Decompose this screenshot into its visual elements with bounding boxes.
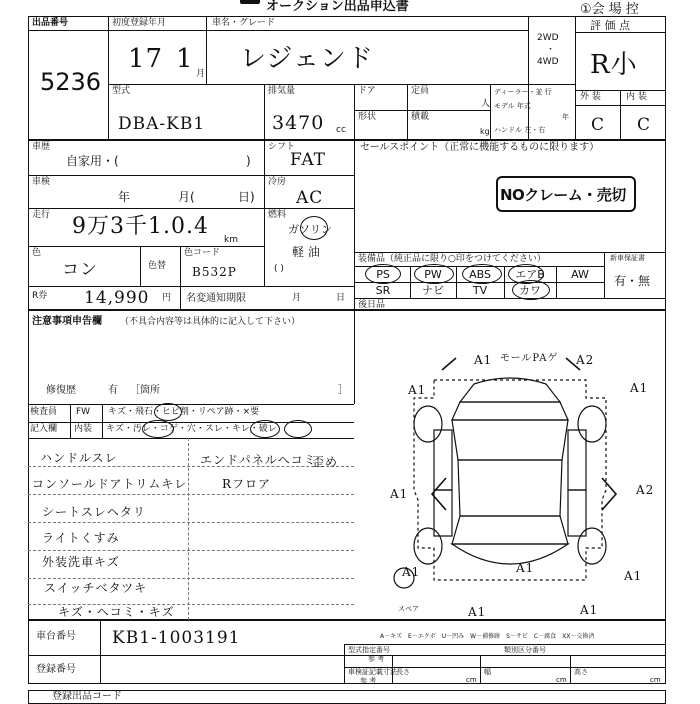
model-year-unit: 年 xyxy=(562,113,569,121)
recycle-label: R券 xyxy=(32,291,48,301)
ac-value: AC xyxy=(296,188,324,208)
grade-value: R小 xyxy=(590,50,638,80)
dmg-a2-top: A2 xyxy=(576,353,595,367)
capacity-label: 定員 xyxy=(411,86,430,96)
equip-tv: TV xyxy=(472,284,488,297)
dmg-a1-bottom-right: A1 xyxy=(580,603,599,617)
inspection-label: 車検 xyxy=(32,177,51,187)
warranty-value: 有・無 xyxy=(614,274,651,288)
note-5: 外装洗車キズ xyxy=(42,555,120,569)
sales-point-label: セールスポイント（正常に機能するものに限ります） xyxy=(360,142,600,153)
mileage-value: 9万3千1.0.4 xyxy=(72,214,209,239)
repair-place: ［箇所 xyxy=(130,385,160,396)
molding-label: モールPAゲ xyxy=(500,353,559,364)
equip-pw-circle xyxy=(414,264,454,284)
load-label: 積載 xyxy=(411,112,430,122)
inspection-year: 年 xyxy=(118,190,131,204)
width-label: 幅 xyxy=(484,668,491,676)
spare-label: スペア xyxy=(398,605,419,613)
exterior-label: 外 装 xyxy=(580,92,601,102)
name-label: 車名・グレード xyxy=(212,18,276,28)
equip-navi: ナビ xyxy=(422,284,444,297)
color-label: 色 xyxy=(32,248,42,258)
note-3: シートスレヘタリ xyxy=(42,505,146,519)
fuel-paren: ( ) xyxy=(274,264,284,274)
note-2: コンソールドアトリムキレ xyxy=(32,477,188,491)
disp-label: 排気量 xyxy=(268,86,296,96)
length-unit: cm xyxy=(466,676,477,684)
dmg-a1-trunk: A1 xyxy=(516,561,535,575)
dmg-a1-left-mid: A1 xyxy=(390,487,409,501)
dealer-label: ディーラー・並 行 xyxy=(494,88,552,96)
model-year-label: モデル 年式 xyxy=(494,102,531,110)
grade-label: 評 価 点 xyxy=(590,19,630,32)
wear-circle xyxy=(250,420,280,438)
inspection-month: 月( xyxy=(178,190,195,204)
inspector-fw-items: キズ・飛石・ヒビ割・リペア跡・×要 xyxy=(108,407,260,417)
capacity-unit: 人 xyxy=(481,99,491,109)
model-label: 型式 xyxy=(112,86,131,96)
lot-value: 5236 xyxy=(40,68,102,96)
fuel-diesel: 軽 油 xyxy=(292,245,320,259)
note-right-1-tail: 歪め xyxy=(312,455,339,469)
tear-circle xyxy=(284,420,312,438)
interior-value: C xyxy=(637,115,652,135)
history-label: 車歴 xyxy=(32,142,51,152)
header-logo xyxy=(240,0,260,4)
shape-label: 形状 xyxy=(358,112,377,122)
inspector-int-items: キズ・汚レ・コゲ・穴・スレ・キレ・破レ xyxy=(106,424,277,434)
door-label: ドア xyxy=(358,86,376,96)
footer-code-label: 登録出品コード xyxy=(52,691,122,702)
width-unit: cm xyxy=(556,676,567,684)
drive-2wd: 2WD xyxy=(537,33,559,43)
first-reg-month: 1 xyxy=(176,44,194,74)
deadline-day: 日 xyxy=(336,293,346,303)
recycle-unit: 円 xyxy=(162,293,172,303)
repair-close: ］ xyxy=(338,385,348,396)
lot-label: 出品番号 xyxy=(32,18,69,28)
header-title: オークション出品申込書 xyxy=(266,0,409,14)
note-1: ハンドルスレ xyxy=(40,451,118,465)
dmg-a1-bottom-left: A1 xyxy=(468,605,487,619)
exterior-value: C xyxy=(591,115,606,135)
dmg-a1-left-front: A1 xyxy=(408,383,427,397)
month-unit: 月 xyxy=(196,69,206,79)
interior-label: 内 装 xyxy=(626,92,647,102)
note-right-1: エンドパネルへコミ xyxy=(200,453,317,467)
inspector-interior: 内装 xyxy=(74,424,93,434)
equip-abs: ABS xyxy=(469,268,491,281)
length-label: 長さ xyxy=(396,668,410,676)
note-6: スイッチベタツキ xyxy=(44,581,148,595)
height-label: 高さ xyxy=(574,668,588,676)
color-change-label: 色替 xyxy=(148,261,167,271)
mileage-unit: km xyxy=(224,235,238,245)
notes-sub: （不具合内容等は具体的に記入して下さい） xyxy=(120,317,301,327)
notes-label: 注意事項申告欄 xyxy=(32,316,102,327)
dmg-a2-right: A2 xyxy=(636,483,655,497)
dirt-circle xyxy=(142,420,174,438)
venue-label: ①会 場 控 xyxy=(580,2,639,17)
deadline-month: 月 xyxy=(292,293,302,303)
equip-sr: SR xyxy=(375,284,391,297)
repair-label: 修復歴 xyxy=(46,385,76,396)
fuel-label: 燃料 xyxy=(268,210,287,220)
rear-seat-label: 後日品 xyxy=(358,300,386,310)
note-right-2: Rフロア xyxy=(222,477,272,491)
note-4: ライトくすみ xyxy=(42,531,120,545)
equip-ps-circle xyxy=(365,264,401,284)
warranty-label: 新車保証書 xyxy=(610,254,645,262)
inspector-label-2: 記入欄 xyxy=(30,424,58,434)
note-7: キズ・ヘコミ・キズ xyxy=(58,605,175,619)
equip-airbag: エアB xyxy=(515,268,545,281)
cert-label: 車検証記載寸法 xyxy=(348,668,397,676)
gasoline-circle xyxy=(300,216,328,240)
color-value: コン xyxy=(62,260,98,280)
inspector-label-1: 検査員 xyxy=(30,407,58,417)
history-close: ) xyxy=(246,154,251,168)
drive-4wd: 4WD xyxy=(537,57,559,67)
footer-frame xyxy=(28,690,666,704)
first-reg-year: 17 xyxy=(128,44,164,74)
damage-legend: A－キズ E－エクボ U－凹み W－補修跡 S－サビ C－腐食 XX－交換済 xyxy=(380,633,595,640)
shift-value: FAT xyxy=(290,150,327,170)
dmg-a1-right-rear: A1 xyxy=(624,569,643,583)
cert-ref: 参 考 xyxy=(360,677,377,685)
equip-pw: PW xyxy=(424,268,442,281)
fuel-gasoline: ガソリン xyxy=(288,223,332,236)
class-number-label: 類別区分番号 xyxy=(504,646,546,654)
color-code-label: 色コード xyxy=(184,248,221,258)
shift-label: シフト xyxy=(268,142,296,152)
ac-label: 冷房 xyxy=(268,177,287,187)
equip-abs-circle xyxy=(462,264,502,284)
recycle-value: 14,990 xyxy=(84,288,150,308)
name-value: レジェンド xyxy=(240,44,374,74)
disp-unit: cc xyxy=(336,125,346,135)
inspection-day: 日) xyxy=(238,190,255,204)
dmg-a1-top-left: A1 xyxy=(474,353,493,367)
no-claim-stamp-text: NOクレーム・売切 xyxy=(500,186,626,204)
model-value: DBA-KB1 xyxy=(118,114,206,134)
equip-aw: AW xyxy=(571,268,589,281)
color-code-value: B532P xyxy=(192,265,237,279)
equipment-label: 装備品（純正品に限り○印をつけてください） xyxy=(358,254,546,264)
repair-yes: 有 xyxy=(108,385,118,396)
inspector-fw: FW xyxy=(76,407,91,417)
registration-label: 登録番号 xyxy=(36,664,76,675)
chassis-label: 車台番号 xyxy=(36,631,76,642)
type-number-ref: 参 考 xyxy=(368,655,385,663)
equip-ps: PS xyxy=(376,268,390,281)
mileage-label: 走行 xyxy=(32,210,51,220)
history-value: 自家用・( xyxy=(66,154,119,168)
dmg-a1-right-front: A1 xyxy=(630,381,649,395)
disp-value: 3470 xyxy=(272,112,325,134)
load-unit: kg xyxy=(480,127,490,136)
type-number-label: 型式指定番号 xyxy=(348,646,390,654)
deadline-label: 名変通知期限 xyxy=(186,293,246,304)
height-unit: cm xyxy=(650,676,661,684)
handle-label: ハンドル 左・右 xyxy=(494,126,546,134)
drive-dot: ・ xyxy=(546,45,556,55)
first-reg-label: 初度登録年月 xyxy=(112,18,167,28)
equip-leather: カワ xyxy=(519,284,541,297)
dmg-a1-left-rear: A1 xyxy=(402,565,421,579)
chip-circle xyxy=(154,403,182,421)
chassis-value: KB1-1003191 xyxy=(112,628,241,648)
equip-leather-circle xyxy=(512,280,550,300)
